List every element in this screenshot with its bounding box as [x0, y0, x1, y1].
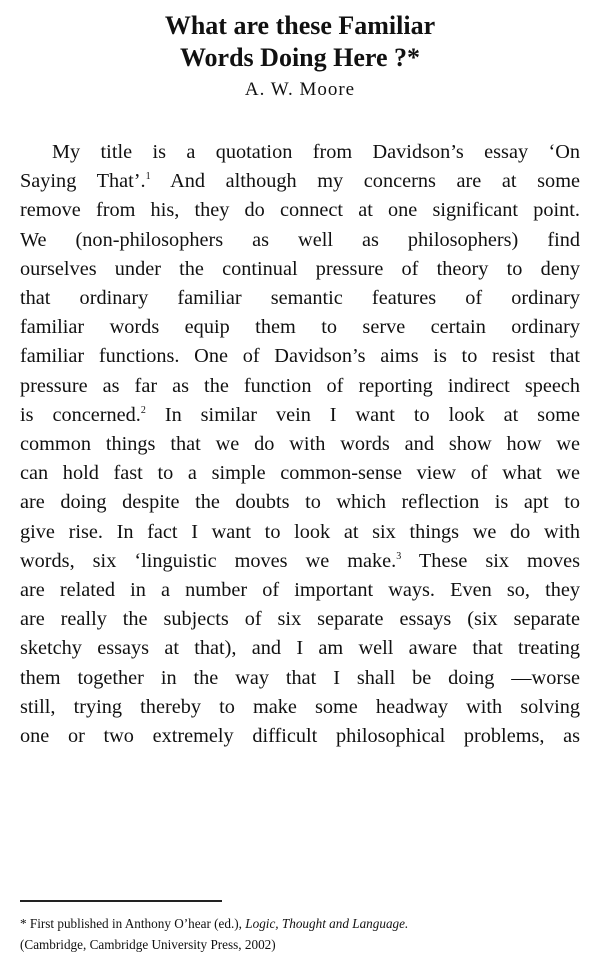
body-paragraph [20, 138, 580, 751]
text-line: My title is a quotation from Davidson’s essay ‘On [52, 141, 580, 163]
text-line [20, 401, 580, 430]
text-line: are doing despite the doubts to which reflection is apt to [20, 491, 580, 514]
text-line: that ordinary familiar semantic features of ordinary [20, 287, 580, 310]
footnote-divider [20, 900, 222, 902]
text-line: give rise. In fact I want to look at six things we do with [20, 520, 580, 543]
text-segment: These six moves [401, 549, 581, 572]
text-line: remove from his, they do connect at one significant point. [20, 199, 580, 222]
text-segment: is concerned. [20, 403, 141, 426]
text-line [20, 167, 580, 196]
text-line: can hold fast to a simple common-sense view of what we [20, 462, 580, 485]
footnote [20, 913, 580, 955]
text-line: familiar functions. One of Davidson’s aims is to resist that [20, 345, 580, 368]
text-line: are related in a number of important ways. Even so, they [20, 579, 580, 602]
text-line: pressure as far as the function of reporting indirect speech [20, 374, 580, 397]
text-line: We (non-philosophers as well as philosophers) find [20, 228, 580, 251]
text-line: common things that we do with words and show how we [20, 433, 580, 456]
footnote-marker: * [20, 916, 27, 931]
text-line: one or two extremely difficult philosophical problems, as [20, 725, 580, 748]
title-line-1: What are these Familiar [164, 11, 436, 40]
title-line-2: Words Doing Here ?* [179, 43, 421, 72]
footnote-ref-1: 1 [145, 171, 151, 183]
footnote-book-title: Logic, Thought and Language. [245, 916, 409, 931]
text-line: sketchy essays at that), and I am well aware that treating [20, 637, 580, 660]
page-title [20, 10, 580, 74]
text-segment: Saying That’. [20, 170, 146, 193]
footnote-text: First published in Anthony O’hear (ed.), [26, 916, 246, 931]
text-line: are really the subjects of six separate essays (six separate [20, 608, 580, 631]
text-line: still, trying thereby to make some headway with solving [20, 695, 580, 718]
author-name: A. W. Moore [244, 79, 356, 100]
footnote-line-2: (Cambridge, Cambridge University Press, 2002) [20, 937, 276, 952]
text-line: familiar words equip them to serve certain ordinary [20, 316, 580, 339]
text-segment: And although my concerns are at some [150, 170, 580, 193]
text-segment: words, six ‘linguistic moves we make. [20, 549, 397, 572]
footnote-ref-3: 3 [396, 551, 402, 563]
footnote-ref-2: 2 [140, 405, 146, 417]
text-line: them together in the way that I shall be doing —worse [20, 666, 580, 689]
text-segment: In similar vein I want to look at some [145, 403, 580, 426]
footnote-line-1 [20, 913, 580, 934]
text-line [20, 547, 580, 576]
text-line: ourselves under the continual pressure of theory to deny [20, 257, 580, 280]
